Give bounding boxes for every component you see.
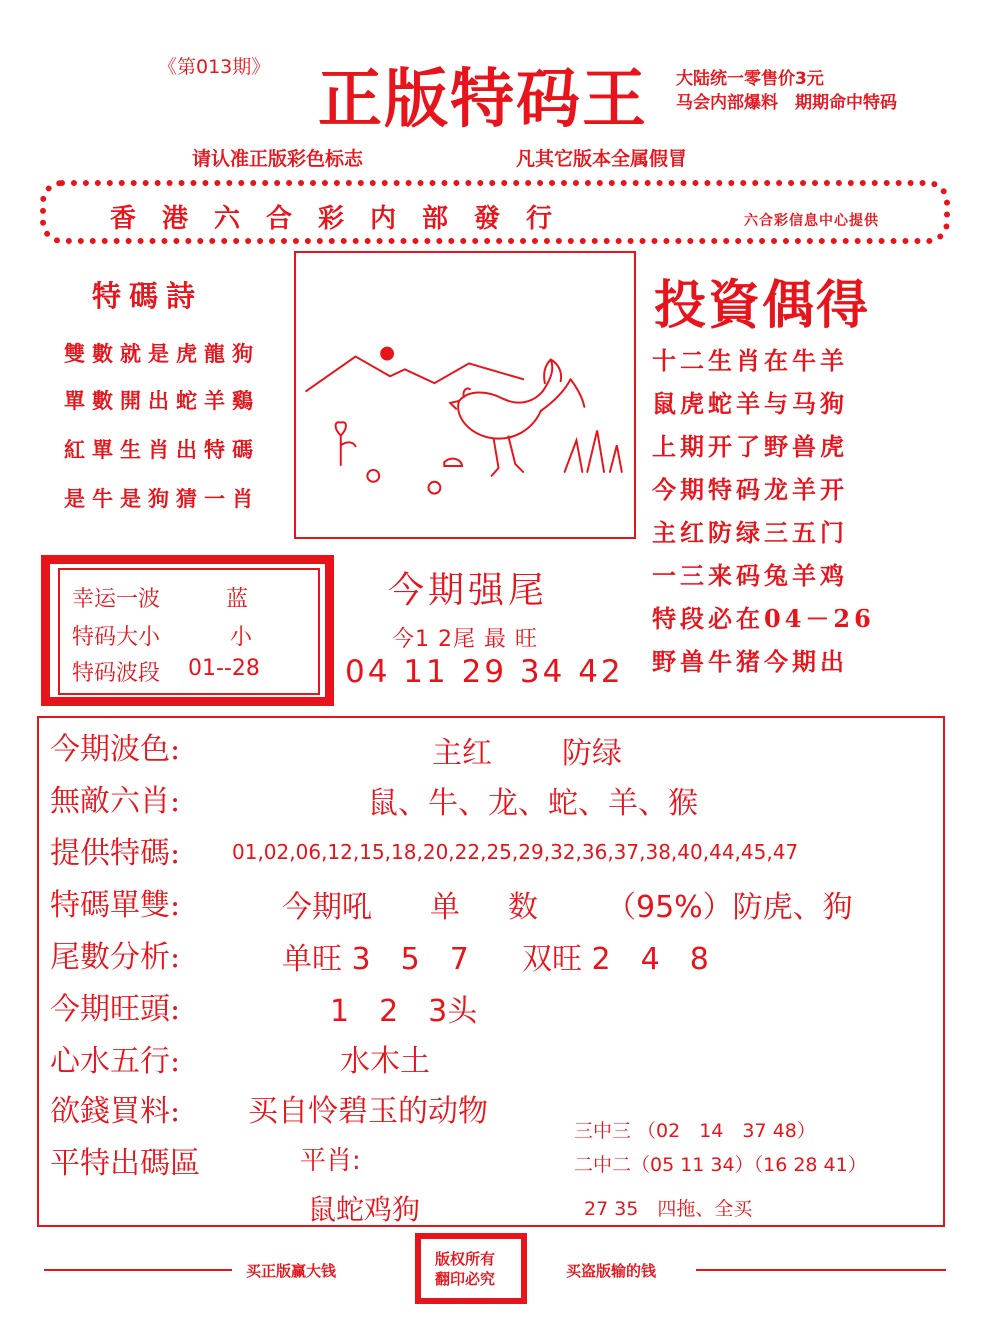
wave-color-label: 今期波色: [50,732,181,767]
issue-number: 《第013期》 [158,56,271,78]
special-numbers-value: 01,02,06,12,15,18,20,22,25,29,32,36,37,38,40,44,45,47 [232,840,799,864]
price-note: 大陆统一零售价3元 [676,69,824,89]
investment-line: 今期特码龙羊开 [652,475,848,504]
copyright-line-2: 翻印必究 [435,1270,496,1288]
poem-line: 雙數就是虎龍狗 [64,341,260,366]
four-tow: 27 35 四拖、全买 [584,1198,753,1220]
rooster-drawing-icon [296,253,634,537]
investment-line: 主红防绿三五门 [652,518,848,547]
investment-line: 上期开了野兽虎 [652,432,848,461]
odd-even-single: 单 [430,890,460,925]
investment-line: 鼠虎蛇羊与马狗 [652,389,848,418]
hot-head-label: 今期旺頭: [50,992,181,1027]
banner-credit: 六合彩信息中心提供 [744,213,879,229]
footer-divider-left [44,1269,232,1271]
copyright-line-1: 版权所有 [435,1250,496,1268]
strong-tail-numbers: 04 11 29 34 42 [345,654,624,690]
five-elements-label: 心水五行: [50,1044,181,1079]
flat-zodiac-value: 鼠蛇鸡狗 [308,1193,421,1226]
odd-even-prefix: 今期吼 [282,890,372,925]
investment-line: 十二生肖在牛羊 [652,346,848,375]
wave-color-main: 主红 [432,736,492,771]
flat-special-label: 平特出碼區 [50,1146,200,1181]
strong-tail-title: 今期强尾 [388,570,549,611]
investment-title: 投資偶得 [654,275,871,336]
footer-right-slogan: 买盗版输的钱 [566,1262,657,1280]
range-label: 特码波段 [72,661,161,686]
buy-tip-label: 欲錢買料: [50,1094,181,1129]
tail-analysis-odd: 单旺 3 5 7 [282,942,469,977]
investment-line: 特段必在04－26 [652,604,875,633]
six-zodiac-label: 無敵六肖: [50,784,181,819]
page-title: 正版特码王 [318,62,648,137]
buy-tip-value: 买自怜碧玉的动物 [248,1094,488,1129]
odd-even-number: 数 [508,890,538,925]
five-elements-value: 水木土 [340,1044,430,1079]
lucky-wave-label: 幸运一波 [72,587,161,612]
poem-title: 特碼詩 [92,279,204,313]
investment-line: 野兽牛猪今期出 [652,647,848,676]
footer-left-slogan: 买正版赢大钱 [246,1262,337,1280]
tail-analysis-label: 尾數分析: [50,940,181,975]
flat-zodiac-label: 平肖: [300,1146,361,1176]
six-zodiac-value: 鼠、牛、龙、蛇、羊、猴 [368,786,698,821]
tagline: 马会内部爆料 期期命中特码 [676,93,897,113]
tail-analysis-even: 双旺 2 4 8 [522,942,709,977]
two-of-two: 二中二（05 11 34）（16 28 41） [574,1154,867,1176]
odd-even-label: 特碼單雙: [50,888,181,923]
special-numbers-label: 提供特碼: [50,836,181,871]
range-value: 01--28 [188,656,260,681]
counterfeit-notice: 凡其它版本全属假冒 [516,148,688,170]
size-label: 特码大小 [72,625,161,650]
lucky-wave-value: 蓝 [226,587,249,612]
poem-line: 是牛是狗猜一肖 [64,486,260,511]
rooster-illustration [294,251,636,539]
authenticity-notice: 请认准正版彩色标志 [192,148,364,170]
banner-text: 香港六合彩内部發行 [110,204,579,234]
investment-line: 一三来码兔羊鸡 [652,561,848,590]
size-value: 小 [230,625,253,650]
wave-color-backup: 防绿 [562,736,622,771]
poem-line: 紅單生肖出特碼 [64,437,260,462]
poem-line: 單數開出蛇羊鷄 [64,388,260,413]
odd-even-confidence: （95%）防虎、狗 [606,890,853,925]
three-of-three: 三中三 （02 14 37 48） [574,1120,816,1142]
strong-tail-subtitle: 今1 2尾 最 旺 [392,627,538,652]
hot-head-value: 1 2 3头 [330,994,478,1029]
footer-divider-right [696,1269,946,1271]
